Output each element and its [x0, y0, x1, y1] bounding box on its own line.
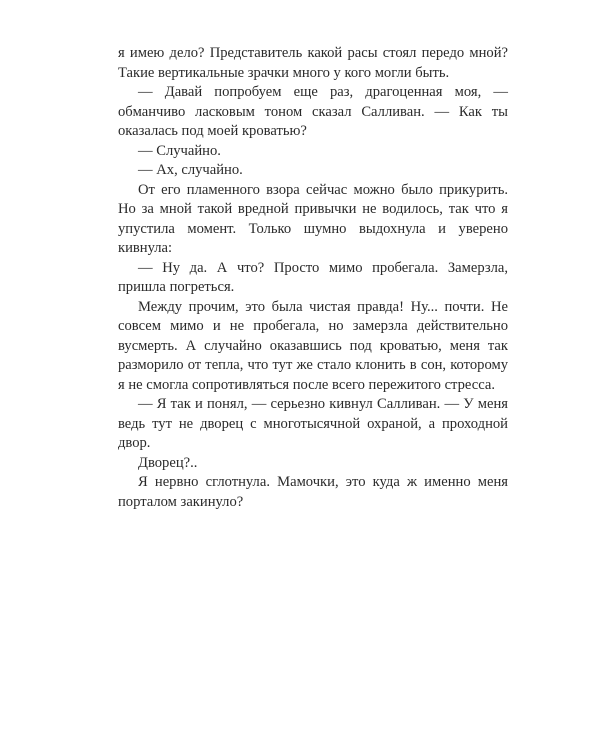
- paragraph-dialogue: — Случайно.: [138, 142, 221, 159]
- paragraph-narration: От его пламенного взора сейчас можно было прикурить. Но за мной такой вредной привычки не водилось, так что я упустила момент. Только шумно выдохнула и уверено кивнула:: [118, 181, 508, 256]
- paragraph-dialogue: — Давай попробуем еще раз, драгоценная моя, — обманчиво ласковым тоном сказал Салливан. — Как ты оказалась под моей кроватью?: [118, 84, 508, 139]
- paragraph-narration: Дворец?..: [138, 454, 198, 471]
- paragraph-dialogue: — Я так и понял, — серьезно кивнул Салливан. — У меня ведь тут не дворец с многотысячной охраной, а проходной двор.: [118, 396, 508, 451]
- paragraph-dialogue: — Ах, случайно.: [138, 162, 243, 178]
- paragraph-narration: Между прочим, это была чистая правда! Ну... почти. Не совсем мимо и не пробегала, но замерзла действительно вусмерть. А случайно оказавшись под кроватью, меня так разморило от тепла, что тут же стало клонить в сон, которому я не смогла сопротивляться после всего пережитого стресса.: [118, 298, 508, 393]
- page-text: [118, 44, 508, 512]
- paragraph-narration: Я нервно сглотнула. Мамочки, это куда ж именно меня порталом закинуло?: [118, 474, 508, 510]
- paragraph-dialogue: — Ну да. А что? Просто мимо пробегала. Замерзла, пришла погреться.: [118, 259, 508, 295]
- paragraph-continuation: я имею дело? Представитель какой расы стоял передо мной? Такие вертикальные зрачки много у кого могли быть.: [118, 45, 508, 81]
